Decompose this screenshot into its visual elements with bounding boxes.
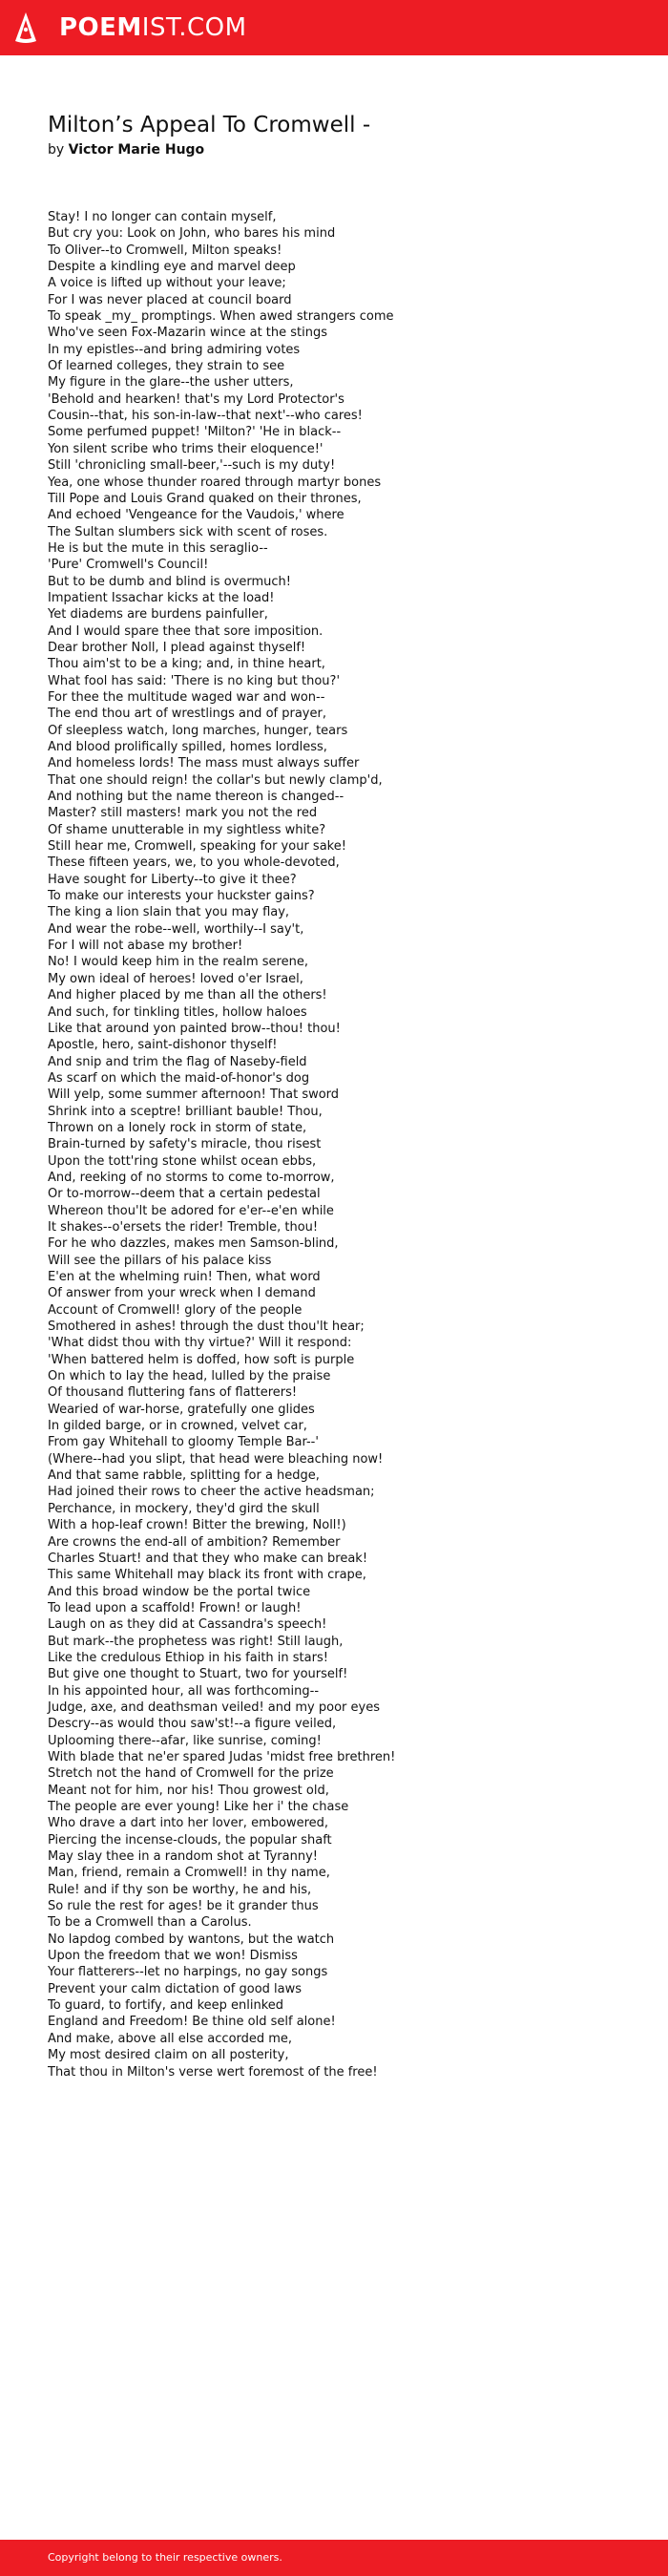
poem-line: With a hop-leaf crown! Bitter the brewing, Noll!) [48,1518,346,1533]
poem-line: Master? still masters! mark you not the red [48,806,318,821]
brand-bold: POEM [59,13,142,42]
poem-line: Your flatterers--let no harpings, no gay songs [48,1965,328,1980]
poem-line: 'When battered helm is doffed, how soft is purple [48,1352,355,1367]
poem-line: England and Freedom! Be thine old self alone! [48,2015,336,2030]
poem-line: From gay Whitehall to gloomy Temple Bar--' [48,1435,319,1450]
poem-line: This same Whitehall may black its front with crape, [48,1568,366,1583]
poem-line: And make, above all else accorded me, [48,2031,293,2046]
poem-line: Prevent your calm dictation of good laws [48,1981,303,1996]
byline-prefix: by [48,142,65,158]
poem-line: These fifteen years, we, to you whole-devoted, [48,855,340,871]
poem-line: Upon the freedom that we won! Dismiss [48,1949,298,1964]
poem-line: But cry you: Look on John, who bares his mind [48,226,336,242]
poem-line: And this broad window be the portal twice [48,1584,311,1599]
poem-line: The people are ever young! Like her i' the chase [48,1800,349,1814]
poem-line: Perchance, in mockery, they'd gird the skull [48,1501,320,1516]
poem-line: Meant not for him, nor his! Thou growest old, [48,1783,329,1798]
poem-line: To guard, to fortify, and keep enlinked [48,1998,284,2014]
poem-line: In his appointed hour, all was forthcoming-- [48,1683,320,1699]
poem-line: Wearied of war-horse, gratefully one glides [48,1402,315,1417]
poem-line: Had joined their rows to cheer the active headsman; [48,1485,375,1500]
poem-line: Of answer from your wreck when I demand [48,1286,316,1301]
poem-line: But mark--the prophetess was right! Still laugh, [48,1634,344,1649]
poem-line: Whereon thou'lt be adored for e'er--e'en while [48,1203,334,1218]
poem-line: To lead upon a scaffold! Frown! or laugh! [48,1600,302,1615]
poem-line: Laugh on as they did at Cassandra's speech! [48,1617,327,1633]
poem-line: Despite a kindling eye and marvel deep [48,260,296,275]
poem-line: E'en at the whelming ruin! Then, what word [48,1270,321,1284]
poem-line: May slay thee in a random shot at Tyranny! [48,1849,318,1865]
poem-line: Yet diadems are burdens painfuller, [48,607,268,623]
poem-line: Thrown on a lonely rock in storm of state, [48,1120,307,1135]
poem-line: Who've seen Fox-Mazarin wince at the stings [48,326,328,341]
poem-line: No! I would keep him in the realm serene, [48,955,308,970]
poem-line: My figure in the glare--the usher utters, [48,375,294,391]
poem-line: And echoed 'Vengeance for the Vaudois,' where [48,508,344,523]
poem-line: 'Behold and hearken! that's my Lord Protector's [48,391,344,407]
brand-light: IST.COM [141,13,247,42]
poem-line: Charles Stuart! and that they who make can break! [48,1551,368,1566]
poem-line: To make our interests your huckster gains? [48,889,315,904]
poem-body [48,209,639,2080]
poem-line: To be a Cromwell than a Carolus. [48,1915,252,1931]
poem-line: Have sought for Liberty--to give it thee? [48,872,297,887]
copyright-text: Copyright belong to their respective owners. [48,2551,282,2564]
poem-line: For thee the multitude waged war and won-- [48,689,325,705]
poem-line: For I will not abase my brother! [48,939,243,954]
poem-line: My own ideal of heroes! loved o'er Israel, [48,971,303,986]
poem-line: Rule! and if thy son be worthy, he and his, [48,1882,312,1897]
poem-line: 'Pure' Cromwell's Council! [48,558,209,573]
site-footer [0,2540,668,2576]
poem-line: And that same rabble, splitting for a hedge, [48,1468,320,1484]
poem-line: Cousin--that, his son-in-law--that next'--who cares! [48,409,363,424]
poem-line: The end thou art of wrestlings and of prayer, [48,707,326,722]
poem-line: Yea, one whose thunder roared through martyr bones [48,475,382,490]
poem-line: Like that around yon painted brow--thou! thou! [48,1021,341,1036]
poem-line: And I would spare thee that sore imposition. [48,623,324,639]
poem-line: (Where--had you slipt, that head were bleaching now! [48,1451,384,1467]
pen-nib-logo-icon[interactable] [13,11,38,44]
poem-line: That thou in Milton's verse wert foremost of the free! [48,2064,378,2080]
poem-line: It shakes--o'ersets the rider! Tremble, thou! [48,1219,319,1235]
poem-line: And higher placed by me than all the others! [48,988,327,1003]
poem-line: On which to lay the head, lulled by the praise [48,1369,331,1384]
author-link[interactable]: Victor Marie Hugo [68,142,205,158]
poem-line: So rule the rest for ages! be it grander thus [48,1899,319,1914]
poem-line: And, reeking of no storms to come to-morrow, [48,1170,335,1185]
poem-line: Some perfumed puppet! 'Milton?' 'He in black-- [48,425,342,440]
byline [48,142,204,158]
poem-line: And homeless lords! The mass must always suffer [48,756,360,771]
poem-title: Milton’s Appeal To Cromwell - [48,113,371,137]
poem-line: Will yelp, some summer afternoon! That sword [48,1087,340,1103]
poem-line: Impatient Issachar kicks at the load! [48,590,275,605]
poem-line: Like the credulous Ethiop in his faith in stars! [48,1650,328,1665]
poem-line: Of shame unutterable in my sightless white? [48,822,326,837]
poem-line: Of sleepless watch, long marches, hunger, tears [48,723,348,738]
poem-line: In my epistles--and bring admiring votes [48,342,301,357]
poem-line: Descry--as would thou saw'st!--a figure veiled, [48,1717,337,1732]
poem-line: Dear brother Noll, I plead against thyself! [48,640,306,655]
poem-line: But to be dumb and blind is overmuch! [48,574,291,589]
poem-line: Stretch not the hand of Cromwell for the prize [48,1766,334,1782]
poem-line: He is but the mute in this seraglio-- [48,540,268,556]
poem-line: Yon silent scribe who trims their eloquence!' [48,441,324,456]
poem-line: But give one thought to Stuart, two for yourself! [48,1667,348,1682]
poem-line: Who drave a dart into her lover, embowered, [48,1816,329,1831]
poem-line: And such, for tinkling titles, hollow haloes [48,1004,307,1020]
poem-line: Still hear me, Cromwell, speaking for your sake! [48,839,346,855]
poem-line: Are crowns the end-all of ambition? Remember [48,1534,341,1550]
poem-line: A voice is lifted up without your leave; [48,276,286,291]
poem-line: And wear the robe--well, worthily--I say't, [48,921,304,937]
poem-line: Judge, axe, and deathsman veiled! and my poor eyes [48,1700,380,1715]
poem-line: As scarf on which the maid-of-honor's dog [48,1070,310,1086]
poem-line: Account of Cromwell! glory of the people [48,1302,303,1318]
poem-line: Still 'chronicling small-beer,'--such is my duty! [48,458,336,474]
poem-line: For he who dazzles, makes men Samson-blind, [48,1236,339,1252]
site-logo-link[interactable] [59,13,247,42]
poem-line: Of learned colleges, they strain to see [48,359,285,374]
poem-line: No lapdog combed by wantons, but the watch [48,1932,335,1947]
poem-line: Brain-turned by safety's miracle, thou risest [48,1137,322,1152]
poem-line: What fool has said: 'There is no king but thou?' [48,673,341,688]
poem-line: To Oliver--to Cromwell, Milton speaks! [48,243,282,258]
poem-line: 'What didst thou with thy virtue?' Will it respond: [48,1336,352,1351]
poem-line: Till Pope and Louis Grand quaked on their thrones, [48,491,362,506]
poem-line: And snip and trim the flag of Naseby-field [48,1054,307,1069]
poem-line: Thou aim'st to be a king; and, in thine heart, [48,657,325,672]
poem-line: Piercing the incense-clouds, the popular shaft [48,1832,332,1848]
poem-line: Apostle, hero, saint-dishonor thyself! [48,1038,278,1053]
poem-line: In gilded barge, or in crowned, velvet car, [48,1419,307,1434]
poem-line: Uplooming there--afar, like sunrise, coming! [48,1733,322,1748]
poem-line: Will see the pillars of his palace kiss [48,1253,272,1268]
poem-line: For I was never placed at council board [48,292,292,307]
poem-line: And nothing but the name thereon is changed-- [48,790,344,805]
poem-line: My most desired claim on all posterity, [48,2048,289,2063]
poem-line: Or to-morrow--deem that a certain pedestal [48,1187,321,1202]
poem-line: That one should reign! the collar's but newly clamp'd, [48,772,383,788]
poem-line: The king a lion slain that you may flay, [48,905,290,920]
poem-line: With blade that ne'er spared Judas 'midst free brethren! [48,1749,396,1764]
poem-line: Upon the tott'ring stone whilst ocean ebbs, [48,1153,317,1169]
poem-line: Shrink into a sceptre! brilliant bauble! Thou, [48,1104,323,1119]
site-header [0,0,668,55]
poem-line: Of thousand fluttering fans of flatterers! [48,1385,298,1401]
poem-line: Smothered in ashes! through the dust thou'lt hear; [48,1320,365,1335]
poem-line: Man, friend, remain a Cromwell! in thy name, [48,1866,330,1881]
poem-line: And blood prolifically spilled, homes lordless, [48,740,327,754]
poem-line: Stay! I no longer can contain myself, [48,210,277,224]
poem-line: To speak _my_ promptings. When awed strangers come [48,309,394,325]
poem-line: The Sultan slumbers sick with scent of roses. [48,524,328,539]
